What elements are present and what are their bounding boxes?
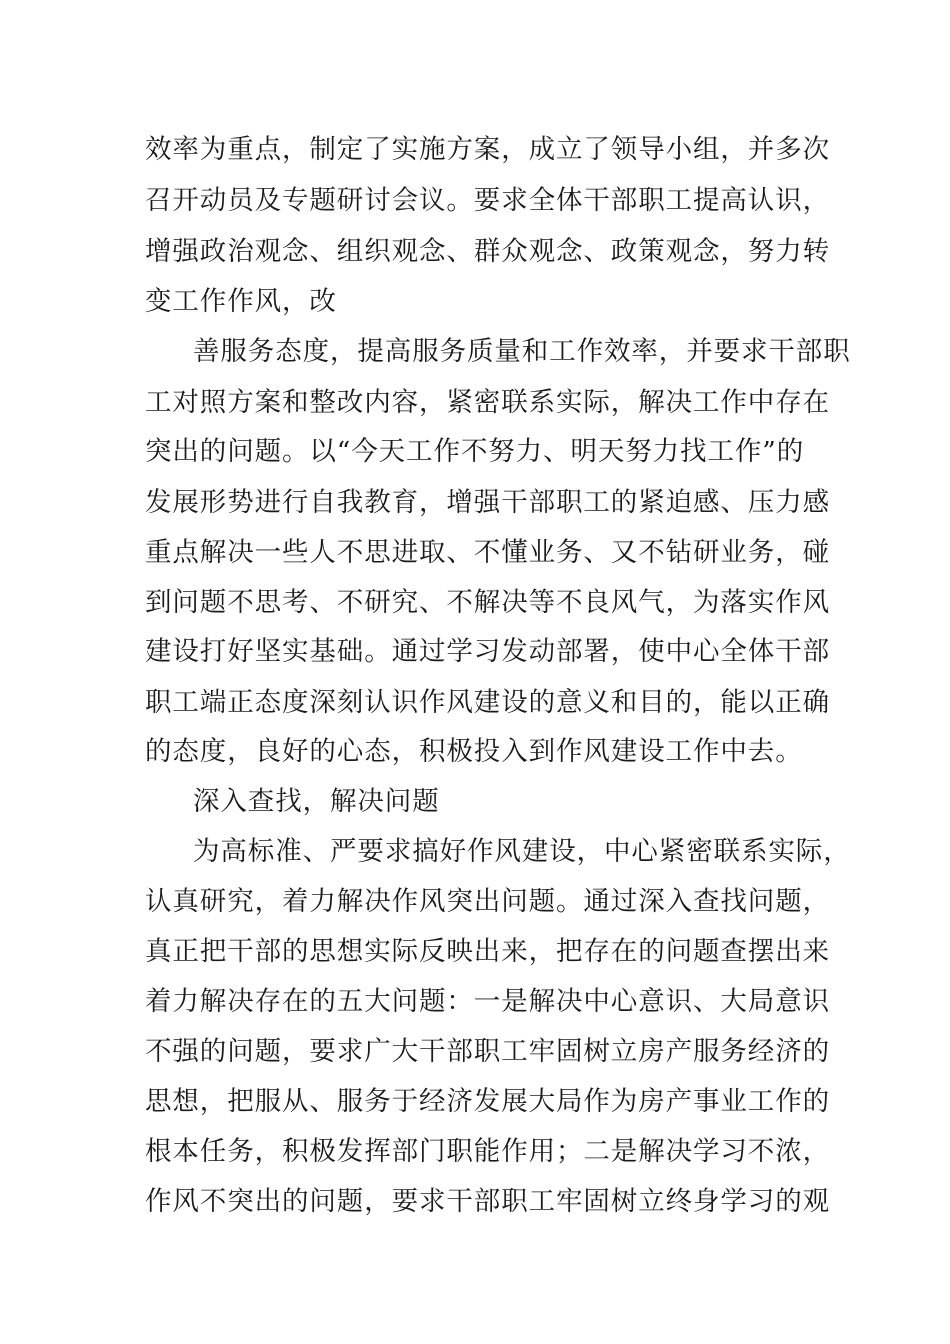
paragraph-start-line: 为高标准、严要求搞好作风建设，中心紧密联系实际， <box>193 836 851 867</box>
text-line: 召开动员及专题研讨会议。要求全体干部职工提高认识， <box>145 185 830 216</box>
text-line: 真正把干部的思想实际反映出来，把存在的问题查摆出来 <box>145 936 830 967</box>
text-line: 着力解决存在的五大问题：一是解决中心意识、大局意识 <box>145 986 830 1017</box>
text-line: 重点解决一些人不思进取、不懂业务、又不钻研业务，碰 <box>145 537 830 568</box>
text-line: 思想，把服从、服务于经济发展大局作为房产事业工作的 <box>145 1086 830 1117</box>
text-line: 根本任务，积极发挥部门职能作用；二是解决学习不浓， <box>145 1136 830 1167</box>
text-line: 到问题不思考、不研究、不解决等不良风气，为落实作风 <box>145 587 830 618</box>
text-line: 发展形势进行自我教育，增强干部职工的紧迫感、压力感 <box>145 487 830 518</box>
text-line: 作风不突出的问题，要求干部职工牢固树立终身学习的观 <box>145 1186 830 1217</box>
text-line: 效率为重点，制定了实施方案，成立了领导小组，并多次 <box>145 134 830 165</box>
text-line: 认真研究，着力解决作风突出问题。通过深入查找问题， <box>145 886 830 917</box>
text-line: 变工作作风，改 <box>145 286 337 317</box>
text-line: 建设打好坚实基础。通过学习发动部署，使中心全体干部 <box>145 636 830 667</box>
text-line: 职工端正态度深刻认识作风建设的意义和目的，能以正确 <box>145 687 830 718</box>
text-line: 的态度，良好的心态，积极投入到作风建设工作中去。 <box>145 736 803 767</box>
text-line: 不强的问题，要求广大干部职工牢固树立房产服务经济的 <box>145 1036 830 1067</box>
text-line: 工对照方案和整改内容，紧密联系实际，解决工作中存在 <box>145 387 830 418</box>
paragraph-start-line: 善服务态度，提高服务质量和工作效率，并要求干部职 <box>193 336 851 367</box>
section-heading: 深入查找，解决问题 <box>193 786 440 817</box>
text-line: 增强政治观念、组织观念、群众观念、政策观念，努力转 <box>145 236 830 267</box>
text-line: 突出的问题。以“今天工作不努力、明天努力找工作”的 <box>145 436 805 467</box>
